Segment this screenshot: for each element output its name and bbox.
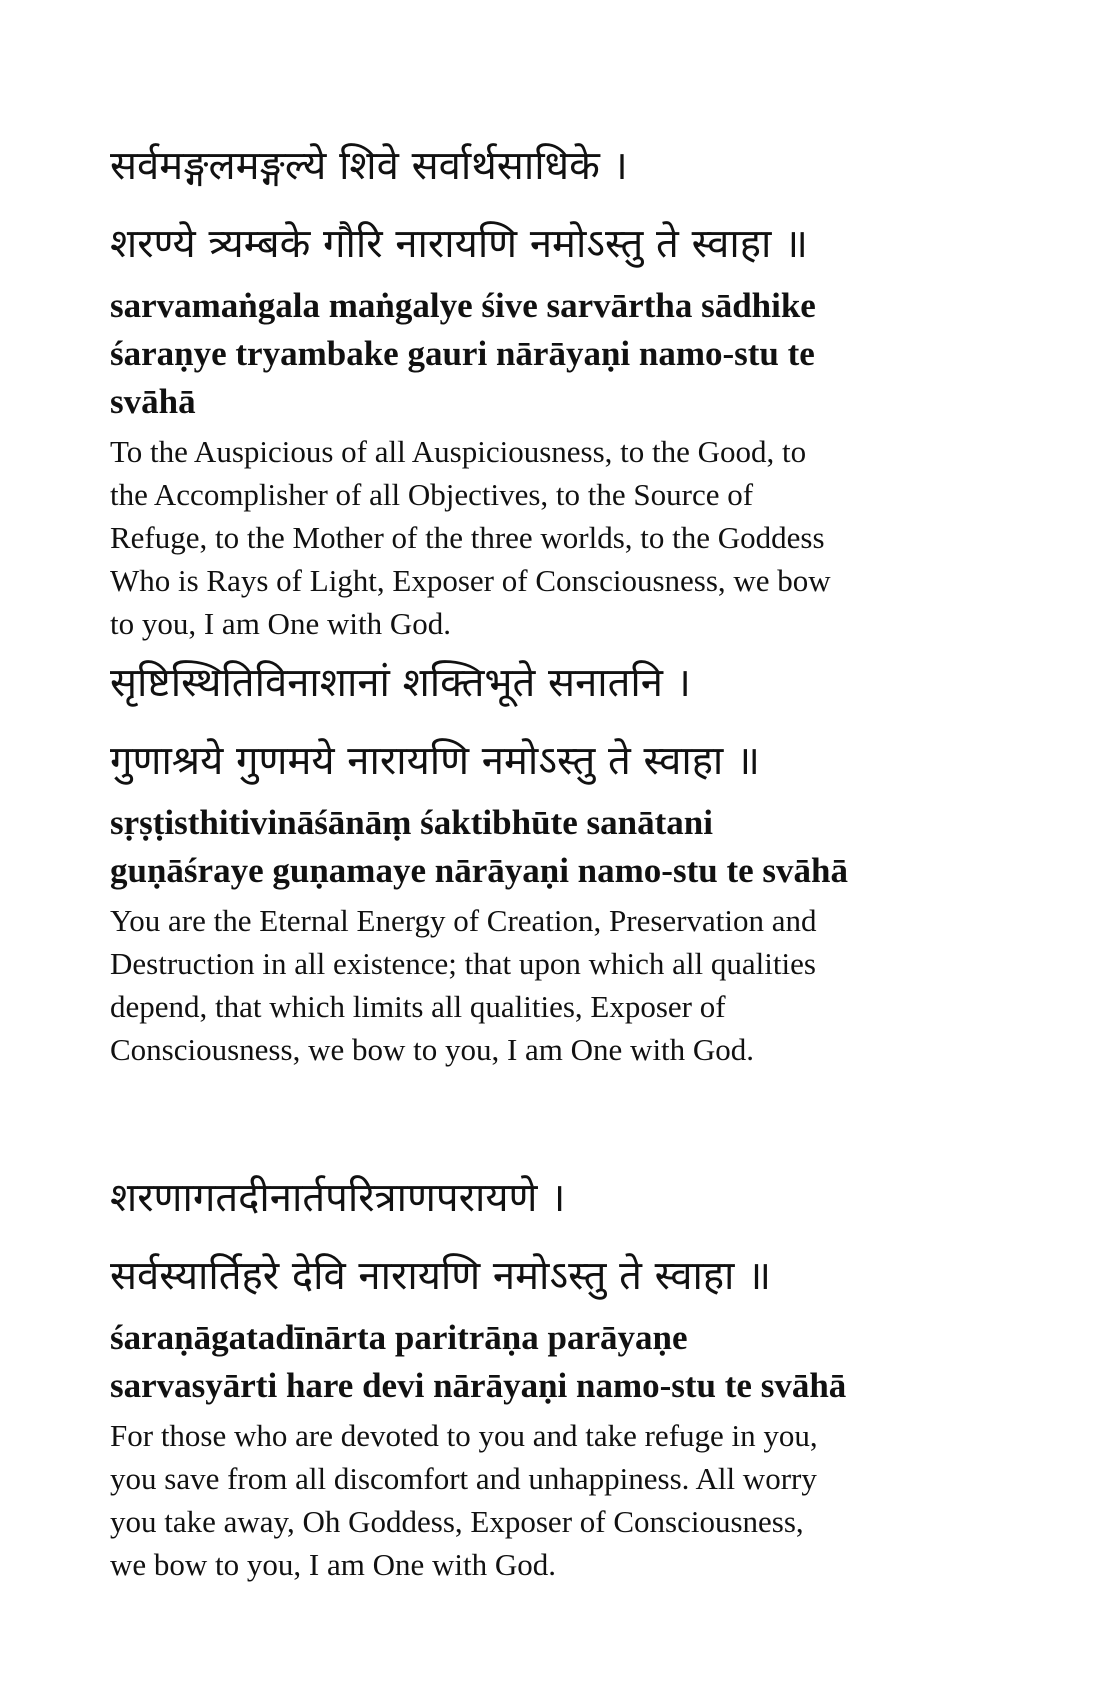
transliteration-line: sṛṣṭisthitivināśānāṃ śaktibhūte sanātani [110,803,713,842]
translation-line: For those who are devoted to you and take refuge in you, [110,1418,818,1453]
translation-line: to you, I am One with God. [110,606,451,641]
transliteration-line: śaraṇye tryambake gauri nārāyaṇi namo-stu te [110,334,815,373]
translation-line: you save from all discomfort and unhappiness. All worry [110,1461,817,1496]
transliteration [110,799,990,895]
sanskrit-line: शरणागतदीनार्तपरित्राणपरायणे । [110,1175,566,1221]
transliteration-line: śaraṇāgatadīnārta paritrāṇa parāyaṇe [110,1318,688,1357]
transliteration [110,282,990,426]
translation-line: we bow to you, I am One with God. [110,1547,556,1582]
translation-line: the Accomplisher of all Objectives, to the Source of [110,477,754,512]
sanskrit-line: शरण्ये त्र्यम्बके गौरि नारायणि नमोऽस्तु ते स्वाहा ॥ [110,221,809,267]
translation-line: Who is Rays of Light, Exposer of Consciousness, we bow [110,563,831,598]
sanskrit-line: सर्वस्यार्तिहरे देवि नारायणि नमोऽस्तु ते स्वाहा ॥ [110,1253,772,1299]
translation-line: Consciousness, we bow to you, I am One with God. [110,1032,755,1067]
translation-line: Destruction in all existence; that upon which all qualities [110,946,816,981]
verse-1 [110,138,990,645]
sanskrit-line: सर्वमङ्गलमङ्गल्ये शिवे सर्वार्थसाधिके । [110,143,628,189]
translation-line: You are the Eternal Energy of Creation, Preservation and [110,903,817,938]
sanskrit-line: सृष्टिस्थितिविनाशानां शक्तिभूते सनातनि । [110,660,691,706]
transliteration-line: guṇāśraye guṇamaye nārāyaṇi namo-stu te svāhā [110,851,848,890]
translation-line: Refuge, to the Mother of the three worlds, to the Goddess [110,520,825,555]
translation-line: To the Auspicious of all Auspiciousness, to the Good, to [110,434,807,469]
transliteration-line: svāhā [110,382,196,421]
translation [110,899,990,1071]
translation [110,430,990,645]
verse-2 [110,655,990,1071]
transliteration [110,1314,990,1410]
sanskrit-line: गुणाश्रये गुणमये नारायणि नमोऽस्तु ते स्वाहा ॥ [110,738,760,784]
verse-3 [110,1170,990,1586]
translation [110,1414,990,1586]
translation-line: depend, that which limits all qualities, Exposer of [110,989,726,1024]
transliteration-line: sarvamaṅgala maṅgalye śive sarvārtha sādhike [110,286,816,325]
transliteration-line: sarvasyārti hare devi nārāyaṇi namo-stu te svāhā [110,1366,847,1405]
translation-line: you take away, Oh Goddess, Exposer of Consciousness, [110,1504,804,1539]
